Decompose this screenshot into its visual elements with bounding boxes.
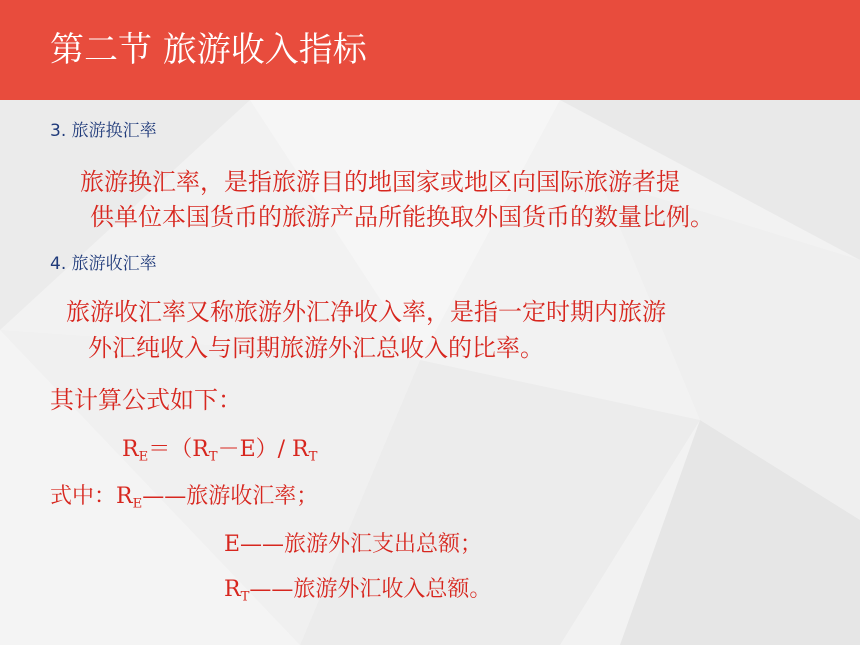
item3-heading: 3. 旅游换汇率 bbox=[50, 121, 157, 141]
legend-e: E——旅游外汇支出总额； bbox=[224, 532, 483, 557]
item3-definition-line2: 供单位本国货币的旅游产品所能换取外国货币的数量比例。 bbox=[90, 203, 714, 231]
formula-eq: ＝（R bbox=[148, 437, 209, 462]
item4-definition-line1: 旅游收汇率又称旅游外汇净收入率，是指一定时期内旅游 bbox=[66, 298, 666, 326]
formula-minus: －E）/ R bbox=[217, 437, 309, 462]
formula-rt-sub2: T bbox=[308, 449, 318, 465]
formula-lhs: R bbox=[122, 437, 139, 462]
legend-rt bbox=[224, 573, 491, 607]
legend-prefix: 式中：R bbox=[50, 484, 133, 509]
legend-re-desc: ——旅游收汇率； bbox=[142, 484, 319, 509]
legend-rt-desc: ——旅游外汇收入总额。 bbox=[249, 577, 492, 602]
formula-lhs-sub: E bbox=[138, 449, 149, 465]
page-title: 第二节 旅游收入指标 bbox=[50, 30, 367, 70]
formula bbox=[122, 433, 317, 467]
title-bar bbox=[0, 0, 860, 100]
legend-rt-sub: T bbox=[240, 589, 250, 605]
item3-definition-line1: 旅游换汇率，是指旅游目的地国家或地区向国际旅游者提 bbox=[80, 168, 680, 196]
legend-re bbox=[50, 480, 318, 514]
formula-rt-sub: T bbox=[208, 449, 218, 465]
legend-rt-letter: R bbox=[224, 577, 241, 602]
item4-heading: 4. 旅游收汇率 bbox=[50, 254, 157, 274]
formula-intro: 其计算公式如下： bbox=[50, 386, 242, 414]
legend-re-sub: E bbox=[132, 496, 143, 512]
item4-definition-line2: 外汇纯收入与同期旅游外汇总收入的比率。 bbox=[88, 334, 544, 362]
